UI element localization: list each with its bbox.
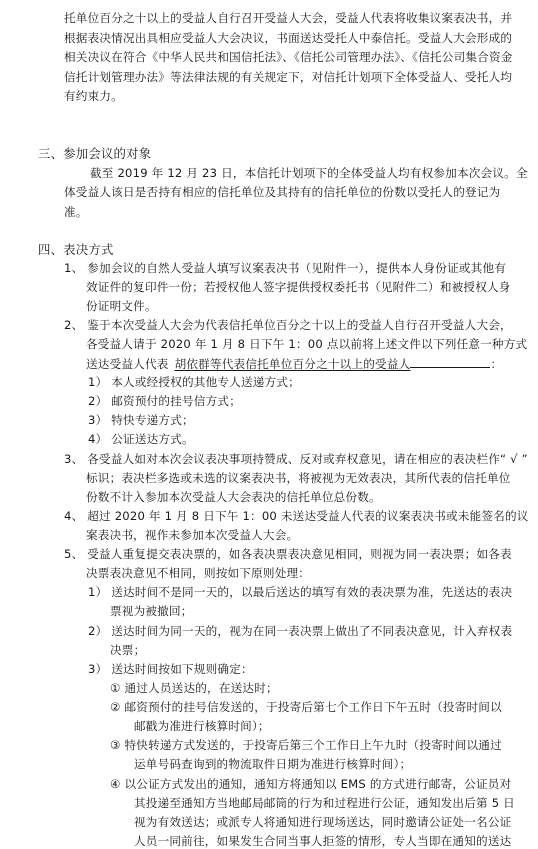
list-item-3-cont: 标识；表决栏多选或未选的议案表决书，将被视为无效表决，其所代表的信托单位 xyxy=(86,471,511,485)
rule-item: 1） 送达时间不是同一天的，以最后送达的填写有效的表决票为准，先送达的表决 xyxy=(88,585,513,599)
intro-line: 托单位百分之十以上的受益人自行召开受益人大会，受益人代表将收集议案表决书，并 xyxy=(64,11,513,25)
section-heading: 三、参加会议的对象 xyxy=(38,146,152,161)
representative-prefix: 送达受益人代表 xyxy=(86,357,169,371)
circled-item-cont: 其投递至通知方当地邮局邮筒的行为和过程进行公证，通知发出后第 5 日 xyxy=(134,796,515,810)
intro-line: 相关决议在符合《中华人民共和国信托法》、《信托公司管理办法》、《信托公司集合资金 xyxy=(64,50,513,64)
rule-item: 2） 送达时间为同一天的，视为在同一表决票上做出了不同表决意见，计入弃权表 xyxy=(88,624,513,638)
circled-item: ④ 以公证方式发出的通知，通知方将通知以 EMS 的方式进行邮寄，公证员对 xyxy=(110,777,512,791)
paragraph-line: 截至 2019 年 12 月 23 日，本信托计划项下的全体受益人均有权参加本次会议。全 xyxy=(90,166,528,180)
intro-line: 信托计划管理办法》等法律法规的有关规定下，对信托计划项下全体受益人、受托人均 xyxy=(64,70,513,84)
list-item-2: 2、 鉴于本次受益人大会为代表信托单位百分之十以上的受益人自行召开受益人大会， xyxy=(64,318,512,332)
representative-name: 胡依群等代表信托单位百分之十以上的受益人 xyxy=(174,357,411,371)
section-heading: 四、表决方式 xyxy=(38,242,114,257)
list-item-2-cont: 各受益人请于 2020 年 1 月 8 日下午 1：00 点以前将上述文件以下列任意一种方式 xyxy=(86,337,528,351)
list-item-4: 4、 超过 2020 年 1 月 8 日下午 1：00 未送达受益人代表的议案表决书或未能签名的议 xyxy=(64,509,529,523)
rule-item-cont: 票视为被撤回； xyxy=(110,604,193,618)
circled-item-cont: 视为有效送达；或派专人将通知进行现场送达，同时邀请公证处一名公证 xyxy=(134,815,512,829)
paragraph-line: 体受益人该日是否持有相应的信托单位及其持有的信托单位的份数以受托人的登记为 xyxy=(64,185,501,199)
intro-line: 有约束力。 xyxy=(64,89,123,103)
delivery-option: 2） 邮资预付的挂号信方式； xyxy=(88,394,241,408)
representative-line xyxy=(86,355,502,372)
intro-line: 根据表决情况出具相应受益人大会决议，书面送达受托人中泰信托。受益人大会形成的 xyxy=(64,31,513,45)
circled-item-cont: 人员一同前往，如果发生合同当事人拒签的情形，专人当即在通知的送达 xyxy=(134,834,512,848)
underline-blank xyxy=(410,355,490,368)
list-item-5: 5、 受益人重复提交表决票的，如各表决票表决意见相同，则视为同一表决票；如各表 xyxy=(64,547,512,561)
representative-suffix: ： xyxy=(490,357,503,371)
circled-item-cont: 运单号码查询到的物流取件日期为准进行核算时间）； xyxy=(134,757,412,771)
list-item-3: 3、 各受益人如对本次会议表决事项持赞成、反对或弃权意见，请在相应的表决栏作“ √ ” xyxy=(64,452,528,466)
list-item-1-cont: 份证明文件。 xyxy=(86,299,157,313)
circled-item: ① 通过人员送达的，在送达时； xyxy=(110,681,278,695)
delivery-option: 1） 本人或经授权的其他专人送递方式； xyxy=(88,375,300,389)
circled-item-cont: 邮戳为准进行核算时间）； xyxy=(134,719,270,733)
rule-item-cont: 决票； xyxy=(110,643,146,657)
delivery-option: 3） 特快专递方式； xyxy=(88,413,194,427)
list-item-1-cont: 效证件的复印件一份；若授权他人签字提供授权委托书（见附件二）和被授权人身 xyxy=(86,280,511,294)
paragraph-line: 准。 xyxy=(64,205,88,219)
rule-item: 3） 送达时间按如下规则确定： xyxy=(88,662,253,676)
delivery-option: 4） 公证送达方式。 xyxy=(88,432,194,446)
list-item-1: 1、 参加会议的自然人受益人填写议案表决书（见附件一），提供本人身份证或其他有 xyxy=(64,261,507,275)
list-item-4-cont: 案表决书，视作未参加本次受益人大会。 xyxy=(86,528,299,542)
circled-item: ③ 特快转递方式发送的，于投寄后第三个工作日上午九时（投寄时间以通过 xyxy=(110,738,502,752)
list-item-3-cont: 份数不计入参加本次受益人大会表决的信托单位总份数。 xyxy=(86,490,381,504)
list-item-5-cont: 决票表决意见不相同，则按如下原则处理： xyxy=(86,566,311,580)
circled-item: ② 邮资预付的挂号信发送的，于投寄后第七个工作日下午五时（投寄时间以 xyxy=(110,700,502,714)
